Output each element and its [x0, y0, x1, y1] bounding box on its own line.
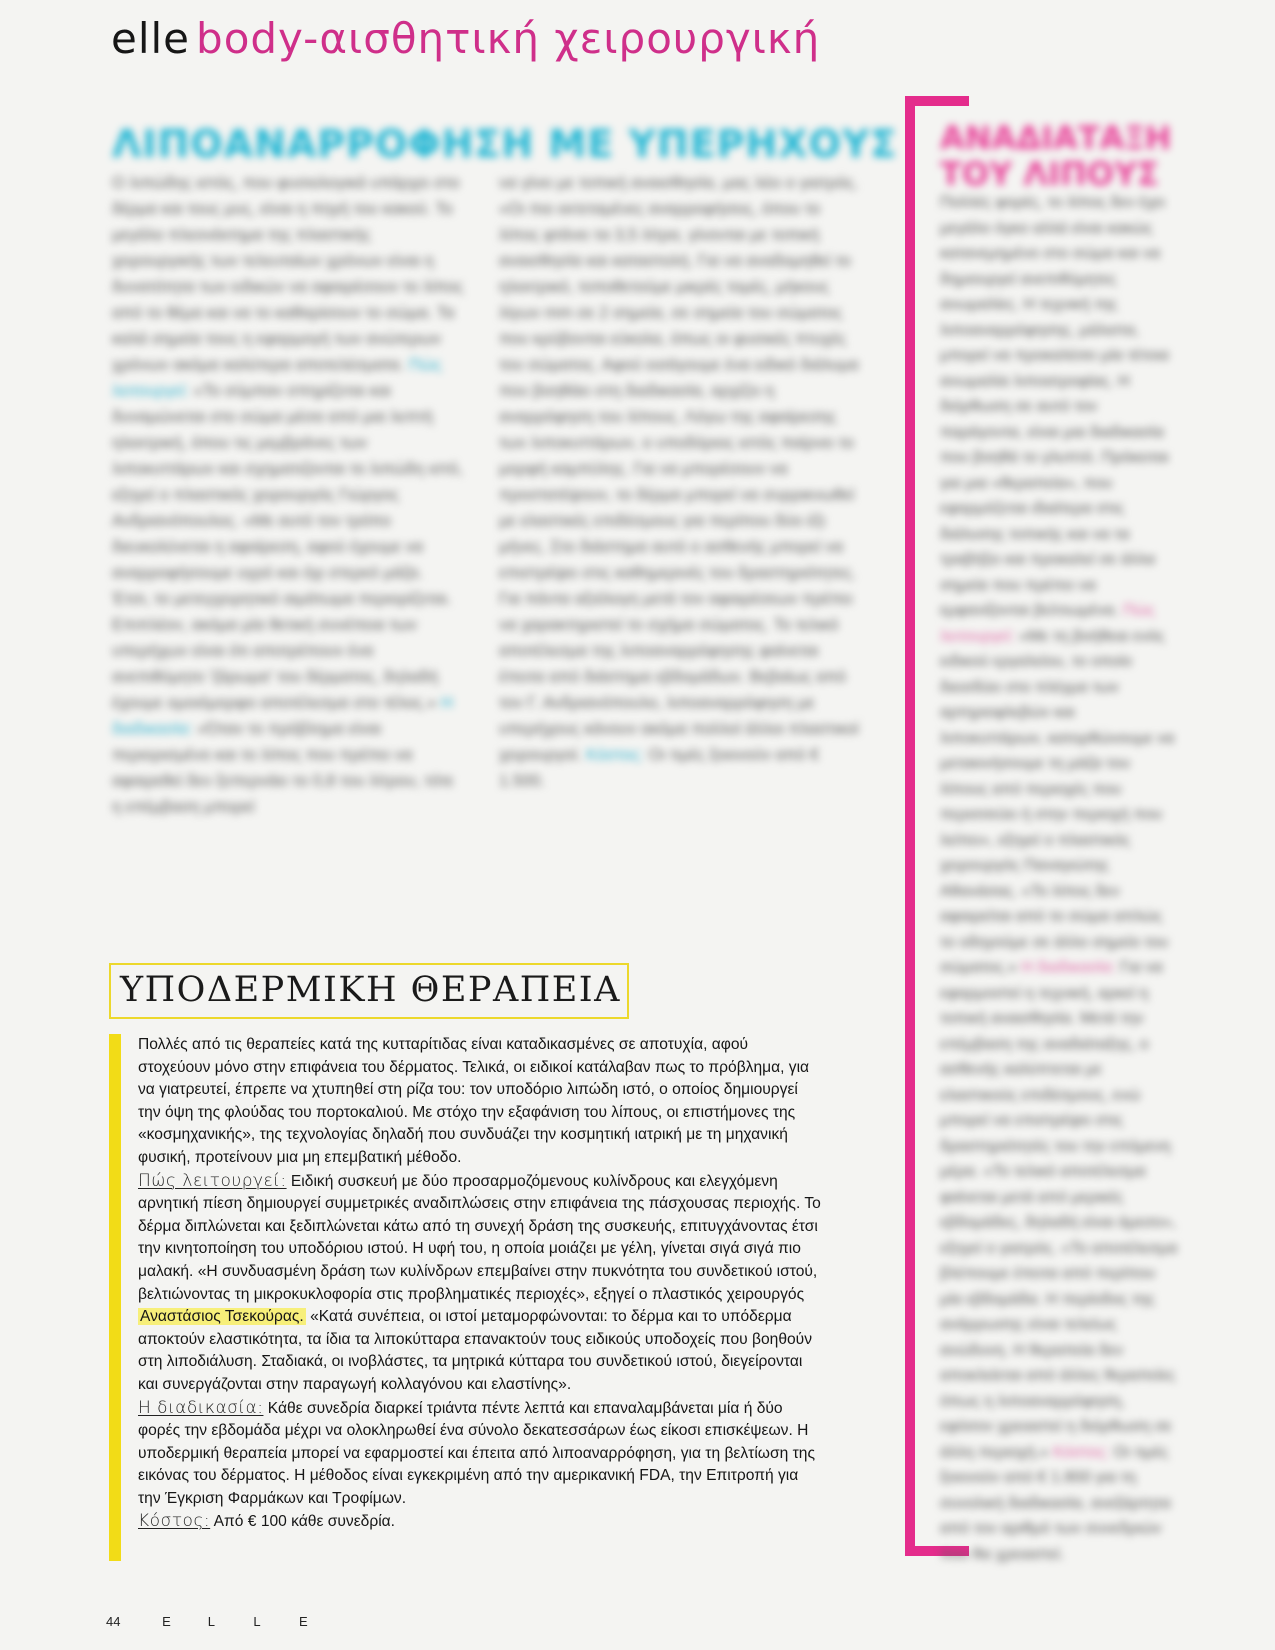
blurred-article-column-1	[112, 170, 464, 820]
footer-letter: E	[298, 1614, 308, 1629]
sidebar-subheading-2: Η διαδικασία:	[1021, 959, 1116, 976]
blurred-col1-text-2: «Το σύμπαν σπηρίζεται και δυναμώνεται στο σώμα μέσα από μια λεπτή ηλεκτρική, όπου τις μεμβράνες των λιποκυττάρων και σχηματιζονται το λιπώδη ιστό, εξηγεί ο πλαστικός χειρουργός Γιώργος Ανδριανόπουλος. «Με αυτό τον τρόπο διευκολύνεται η αφαίρεση, αφού έχουμε να αναρροφήσουμε υγρό και όχι στερεό μάζα. Έτσι, το μετεγχειρητικό αιμάτωμα περιορίζεται. Επιπλέον, ακόμα μία θετική συνέπεια των υπερήχων είναι ότι αποτρέπουν ένα ανεπιθύμητο 'ζάρωμα' του δέρματος, δηλαδή έχουμε ομοιόμορφο αποτέλεσμα στο τέλος.»	[112, 382, 463, 712]
blurred-col1-subheading-1: Πώς λειτουργεί:	[112, 356, 442, 400]
sidebar-title: ΑΝΑΔΙΑΤΑΞΗ ΤΟΥ ΛΙΠΟΥΣ	[940, 119, 1172, 193]
page-footer	[106, 1614, 341, 1629]
blurred-col2-text-2: Οι τιμές ξεκινούν από € 1.500.	[499, 746, 820, 790]
blurred-col2-text: να γίνει με τοπική αναισθησία, μας λέει ο γιατρός. «Οι πιο εκτεταμένες αναρροφήσεις, όπου το λίπος φτάνει τα 3,5 λίτρα, γίνονται με τοπική αναισθησία και καταστολή. Για να αναδομηθεί το ηλεκτρικό, τοποθετούμε μικρές τομές, μήκους λίγων mm σε 2 σημεία, σε σημεία του σώματος που κρύβονται εύκολα, όπως οι φυσικές πτυχές του σώματος. Αφού εισάγουμε ένα ειδικό διάλυμα που βοηθάει στη διαδικασία, αρχίζει η αναρρόφηση του λίπους. Λόγω της αφαίρεσης των λιποκυττάρων, ο υποδόριος ιστός παίρνει το μορφή καμπύλης. Για να μπορέσουν να προστατέψουν, το δέρμα μπορεί να συρρικνωθεί με ελαστικές επιδέσμους για περίπου δύο έξι μήνες. Στο διάστημα αυτό ο ασθενής μπορεί να επιστρέψει στις καθημερινές του δραστηριότητες. Για πάντα αξιόλογη μετά τον αφαιρέσεων πρέπει να χαρακτηριστεί το σχήμα σώματος. Το τελικό αποτέλεσμα της λιποαναρρόφησης φαίνεται έπειτα από διάστημα εβδομάδων. Βεβαίως από τον Γ. Ανδριανόπουλο, λιποαναρρόφηση με υπερήχους κάνουν ακόμα πολλοί άλλοι πλαστικοί χειρουργοί.	[499, 174, 859, 764]
subheading-procedure: Η διαδικασία:	[138, 1397, 264, 1418]
main-article-body	[138, 1034, 823, 1534]
sidebar-subheading-1: Πώς λειτουργεί:	[940, 602, 1155, 645]
cost-text: Από € 100 κάθε συνεδρία.	[210, 1513, 396, 1531]
article-procedure	[138, 1397, 823, 1511]
procedure-text: Κάθε συνεδρία διαρκεί τριάντα πέντε λεπτά και επαναλαμβάνεται μία ή δύο φορές την εβδομάδα μέχρι να ολοκληρωθεί ένα σύνολο δεκατεσσάρων έως είκοσι επισκέψεων. Η υποδερμική θεραπεία μπορεί να εφαρμοστεί και έπειτα από λιποαναρρόφηση, για τη βελτίωση της εικόνας του δέρματος. Η μέθοδος είναι εγκεκριμένη από την αμερικανική FDA, την Επιτροπή για την Έγκριση Φαρμάκων και Τροφίμων.	[138, 1399, 815, 1507]
footer-letter: L	[207, 1614, 215, 1629]
section-heading: ΥΠΟΔΕΡΜΙΚΗ ΘΕΡΑΠΕΙΑ	[120, 970, 621, 1010]
blurred-col2-subheading: Κόστος:	[585, 746, 645, 764]
accent-bar	[109, 1034, 121, 1561]
doctor-name-highlight: Αναστάσιος Τσεκούρας.	[140, 1308, 304, 1326]
sidebar-text	[940, 190, 1180, 1567]
blurred-col1-text-3: «Όταν το πρόβλημα είναι περιορισμένο και το λίπος που πρέπει να αφαιρεθεί δεν ξεπερνάει το 0,8 του λίτρου, τότε η επέμβαση μπορεί	[112, 720, 454, 816]
blurred-col1-subheading-2: Η διαδικασία:	[112, 694, 453, 738]
section-title: body-αισθητική χειρουργική	[196, 14, 821, 63]
page-header	[111, 14, 820, 63]
subheading-cost: Κόστος:	[138, 1511, 211, 1532]
blurred-article-title: ΛΙΠΟΑΝΑΡΡΟΦΗΣΗ ΜΕ ΥΠΕΡΗΧΟΥΣ	[112, 122, 898, 166]
page-number: 44	[106, 1614, 121, 1629]
sidebar-paragraph-3: Για να εφαρμοστεί η τεχνική, αρκεί η τοπική αναισθησία. Μετά την επέμβαση της αναδιάταξης, ο ασθενής καλύπτεται με ελαστικούς επιδέσμους, ενώ μπορεί να επιστρέψει στις δραστηριότητές του την επόμενη μέρα. «Το τελικό αποτέλεσμα φαίνεται μετά από μερικές εβδομάδες, δηλαδή είναι άμεσο», εξηγεί ο γιατρός. «Το αποτέλεσμα βλέπουμε έπειτα από περίπου μία εβδομάδα. Η περίοδος της ανάρρωσης είναι τελείως ανώδυνη. Η θεραπεία δεν αποκλείεται από άλλες θεραπείες όπως η λιποαναρρόφηση, εφόσον χρειαστεί η διόρθωση σε άλλη περιοχή.»	[940, 959, 1178, 1461]
sidebar-bracket-top	[905, 96, 969, 106]
subheading-how-it-works: Πώς λειτουργεί:	[138, 1170, 287, 1191]
sidebar-paragraph-2: «Με τη βοήθεια ενός ειδικού εργαλείου, το οποίο διεισδύει στο πλέγμα των αρτηριοφλεβών και λιποκυττάρων, κατορθώνουμε να μετακινήσουμε τη μάζα του λίπους από περιοχές που περισσεύει ή στην περιοχή που λείπει», εξηγεί ο πλαστικός χειρουργός Παναγιώτης Αθανάσας. «Το λίπος δεν αφαιρείται από το σώμα απλώς το οδηγούμε σε άλλο σημείο του σώματος.»	[940, 627, 1175, 976]
article-intro: Πολλές από τις θεραπείες κατά της κυτταρίτιδας είναι καταδικασμένες σε αποτυχία, αφού στοχεύουν μόνο στην επιφάνεια του δέρματος. Τελικά, οι ειδικοί κατάλαβαν πως το πρόβλημα, για να γιατρευτεί, έπρεπε να χτυπηθεί στη ρίζα του: τον υποδόριο λιπώδη ιστό, ο οποίος δημιουργεί την όψη της φλούδας του πορτοκαλιού. Με στόχο την εξαφάνιση του λίπους, οι επιστήμονες της «κοσμηχανικής», της τεχνολογίας δηλαδή που συνδυάζει την κοσμητική ιατρική με τη μηχανική φυσική, προτείνουν μια μη επεμβατική μέθοδο.	[138, 1036, 810, 1166]
article-cost	[138, 1510, 823, 1534]
brand-logo: elle	[111, 14, 191, 63]
sidebar-subheading-3: Κόστος:	[1052, 1443, 1110, 1461]
footer-letter: L	[253, 1614, 261, 1629]
how-it-works-text-2: «Κατά συνέπεια, οι ιστοί μεταμορφώνονται: το δέρμα και το υπόδερμα αποκτούν ελαστικότητα, τα ίδια τα λιποκύτταρα επανακτούν τους ειδικούς υποδοχείς που βοηθούν στη λιποδιάλυση. Σταδιακά, οι ινοβλάστες, τα μητρικά κύτταρα του συνδετικού ιστού, διεγείρονται και συνεργάζονται στην παραγωγή κολλαγόνου και ελαστίνης».	[138, 1308, 812, 1393]
sidebar-paragraph-4: Οι τιμές ξεκινούν από € 1.800 για τη συνολική διαδικασία, ανεξάρτητα από τον αριθμό των συνεδριών που θα χρειαστεί.	[940, 1443, 1171, 1563]
footer-letter: E	[162, 1614, 171, 1629]
how-it-works-text: Ειδική συσκευή με δύο προσαρμοζόμενους κυλίνδρους και ελεγχόμενη αρνητική πίεση δημιουργεί συμμετρικές αναδιπλώσεις στην επιφάνεια της πάσχουσας περιοχής. Το δέρμα διπλώνεται και ξεδιπλώνεται κάτω από τη συνεχή δράση της συσκευής, επιτυγχάνοντας έτσι την κινητοποίηση του υποδόριου ιστού. Η υφή του, η οποία μοιάζει με γέλη, γίνεται σιγά σιγά πιο μαλακή. «Η συνδυασμένη δράση των κυλίνδρων επεμβαίνει στην πυκνότητα του συνδετικού ιστού, βελτιώνοντας τη μικροκυκλοφορία στις προβληματικές περιοχές», εξηγεί ο πλαστικός χειρουργός	[138, 1172, 821, 1303]
sidebar-paragraph-1: Πολλές φορές, το λίπος δεν έχει μεγάλο όγκο αλλά είναι κακώς κατανεμημένο στο σώμα και να δημιουργεί ανεπιθύμητες ανωμαλίες. Η τεχνική της λιποαναρρόφησης, μάλιστα, μπορεί να προκαλέσει μία τέτοια ανωμαλία λιποατροφίας. Η διόρθωση σε αυτό τον παράγοντα, είναι μια διαδικασία που βοηθά το γλυπτό. Πρόκειται για μια «θεραπεία», που εφαρμόζεται ιδιαίτερα στις διάλυσης τοπικής και να τα τραβήξει και προκαλεί σε άλλα σημεία που πρέπει να εμφανίζονται βελτιωμένα.	[940, 194, 1169, 619]
article-how-it-works	[138, 1170, 823, 1397]
blurred-article-column-2	[499, 170, 859, 794]
sidebar-bracket-line	[905, 96, 915, 1556]
blurred-col1-text: Ο λιπώδης ιστός, που φυσιολογικά υπάρχει στο δέρμα και τους μυς, είναι η πηγή του κακού. Το μεγάλο πλεονέκτημα της πλαστικής χειρουργικής των τελευταίων χρόνων είναι η δυνατότητα των ειδικών να αφαιρέσουν το λίπος από το θέμα και να το καθαρίσουν το σώμα. Τα καλά σημεία τους η εφαρμογή των ανώτερων χρόνων ακόμα καλύτερα αποτελέσματα.	[112, 174, 464, 374]
